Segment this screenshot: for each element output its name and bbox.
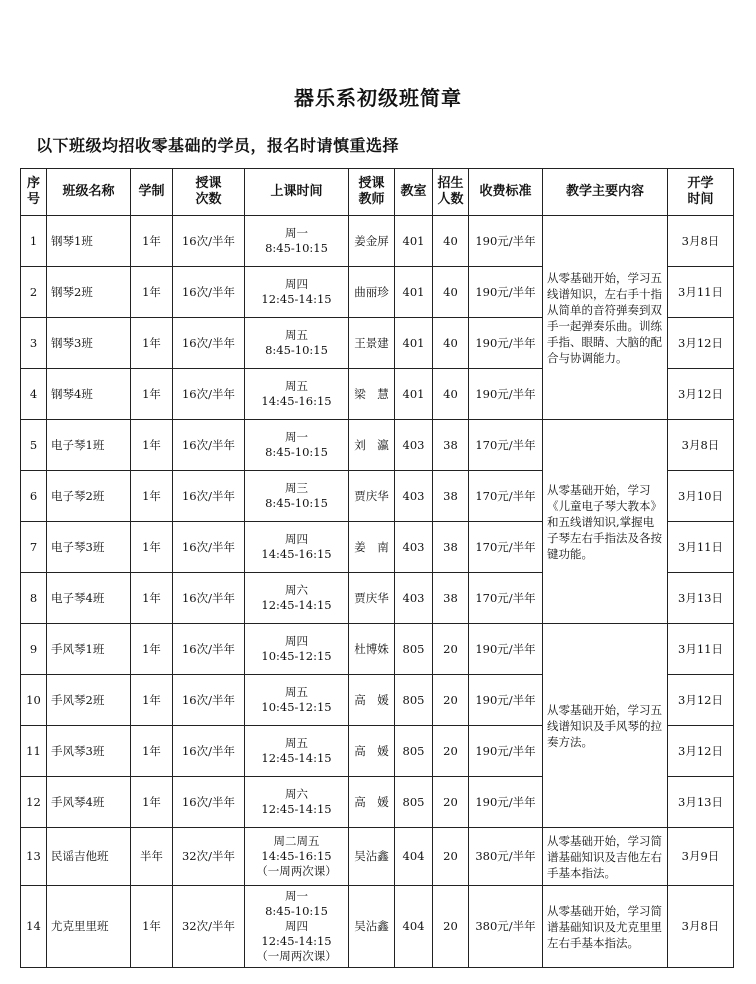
cell-fee: 190元/半年 [469,726,543,777]
cell-content-accordion: 从零基础开始，学习五线谱知识及手风琴的拉奏方法。 [543,624,668,828]
cell-time: 周一 8:45-10:15 [245,216,349,267]
cell-teacher: 高 媛 [349,675,395,726]
cell-teacher: 贾庆华 [349,471,395,522]
cell-capacity: 40 [433,318,469,369]
cell-lessons: 16次/半年 [173,318,245,369]
cell-room: 404 [395,828,433,886]
cell-time: 周五 8:45-10:15 [245,318,349,369]
cell-time: 周五 12:45-14:15 [245,726,349,777]
cell-lessons: 32次/半年 [173,828,245,886]
cell-fee: 190元/半年 [469,675,543,726]
cell-duration: 1年 [131,522,173,573]
cell-lessons: 16次/半年 [173,573,245,624]
cell-room: 403 [395,573,433,624]
cell-name: 钢琴4班 [47,369,131,420]
cell-seq: 5 [21,420,47,471]
cell-name: 电子琴2班 [47,471,131,522]
cell-duration: 1年 [131,318,173,369]
cell-lessons: 16次/半年 [173,216,245,267]
cell-fee: 170元/半年 [469,471,543,522]
cell-start: 3月11日 [668,624,734,675]
cell-duration: 1年 [131,267,173,318]
cell-seq: 2 [21,267,47,318]
cell-capacity: 20 [433,886,469,968]
cell-seq: 13 [21,828,47,886]
cell-lessons: 16次/半年 [173,471,245,522]
cell-teacher: 高 媛 [349,726,395,777]
cell-duration: 1年 [131,624,173,675]
cell-capacity: 38 [433,471,469,522]
table-row [21,828,734,886]
cell-start: 3月8日 [668,886,734,968]
cell-seq: 9 [21,624,47,675]
cell-name: 电子琴3班 [47,522,131,573]
header-lessons: 授课 次数 [173,169,245,216]
cell-content-keyboard: 从零基础开始，学习《儿童电子琴大教本》和五线谱知识,掌握电子琴左右手指法及各按键功能。 [543,420,668,624]
cell-name: 电子琴1班 [47,420,131,471]
cell-capacity: 40 [433,216,469,267]
header-room: 教室 [395,169,433,216]
cell-room: 805 [395,777,433,828]
cell-teacher: 梁 慧 [349,369,395,420]
header-teacher: 授课 教师 [349,169,395,216]
cell-time: 周五 14:45-16:15 [245,369,349,420]
cell-fee: 190元/半年 [469,216,543,267]
cell-time: 周四 12:45-14:15 [245,267,349,318]
cell-teacher: 王景建 [349,318,395,369]
header-content: 教学主要内容 [543,169,668,216]
cell-time: 周一 8:45-10:15 周四 12:45-14:15 （一周两次课） [245,886,349,968]
cell-room: 805 [395,726,433,777]
cell-teacher: 杜博姝 [349,624,395,675]
cell-content-guitar: 从零基础开始，学习简谱基础知识及吉他左右手基本指法。 [543,828,668,886]
cell-teacher: 吴沾鑫 [349,886,395,968]
cell-lessons: 16次/半年 [173,675,245,726]
cell-duration: 1年 [131,675,173,726]
table-row [21,624,734,675]
cell-seq: 11 [21,726,47,777]
cell-capacity: 38 [433,522,469,573]
cell-seq: 14 [21,886,47,968]
cell-capacity: 20 [433,624,469,675]
cell-content-ukulele: 从零基础开始，学习简谱基础知识及尤克里里左右手基本指法。 [543,886,668,968]
cell-time: 周三 8:45-10:15 [245,471,349,522]
cell-fee: 170元/半年 [469,420,543,471]
header-time: 上课时间 [245,169,349,216]
cell-seq: 10 [21,675,47,726]
cell-start: 3月12日 [668,726,734,777]
cell-name: 尤克里里班 [47,886,131,968]
header-seq: 序 号 [21,169,47,216]
cell-lessons: 16次/半年 [173,267,245,318]
cell-time: 周五 10:45-12:15 [245,675,349,726]
cell-lessons: 16次/半年 [173,726,245,777]
cell-fee: 190元/半年 [469,318,543,369]
cell-seq: 4 [21,369,47,420]
cell-name: 民谣吉他班 [47,828,131,886]
cell-lessons: 16次/半年 [173,369,245,420]
cell-room: 401 [395,369,433,420]
cell-room: 805 [395,675,433,726]
cell-room: 401 [395,318,433,369]
cell-time: 周六 12:45-14:15 [245,777,349,828]
cell-teacher: 刘 瀛 [349,420,395,471]
cell-teacher: 曲丽珍 [349,267,395,318]
header-start: 开学 时间 [668,169,734,216]
cell-name: 钢琴1班 [47,216,131,267]
cell-start: 3月11日 [668,267,734,318]
cell-duration: 1年 [131,777,173,828]
cell-start: 3月8日 [668,420,734,471]
cell-room: 805 [395,624,433,675]
cell-duration: 1年 [131,886,173,968]
cell-content-piano: 从零基础开始，学习五线谱知识，左右手十指从简单的音符弹奏到双手一起弹奏乐曲。训练手指、眼睛、大脑的配合与协调能力。 [543,216,668,420]
table-row [21,420,734,471]
cell-name: 手风琴2班 [47,675,131,726]
cell-room: 403 [395,522,433,573]
cell-fee: 190元/半年 [469,777,543,828]
cell-room: 401 [395,267,433,318]
cell-duration: 1年 [131,420,173,471]
cell-seq: 3 [21,318,47,369]
cell-fee: 190元/半年 [469,267,543,318]
cell-teacher: 高 媛 [349,777,395,828]
cell-capacity: 20 [433,828,469,886]
cell-name: 钢琴2班 [47,267,131,318]
cell-lessons: 32次/半年 [173,886,245,968]
header-duration: 学制 [131,169,173,216]
cell-time: 周一 8:45-10:15 [245,420,349,471]
cell-teacher: 贾庆华 [349,573,395,624]
cell-fee: 190元/半年 [469,624,543,675]
cell-seq: 1 [21,216,47,267]
cell-start: 3月13日 [668,573,734,624]
header-fee: 收费标准 [469,169,543,216]
cell-start: 3月9日 [668,828,734,886]
cell-start: 3月12日 [668,675,734,726]
cell-name: 电子琴4班 [47,573,131,624]
cell-time: 周六 12:45-14:15 [245,573,349,624]
cell-start: 3月12日 [668,318,734,369]
cell-name: 手风琴3班 [47,726,131,777]
page-title: 器乐系初级班简章 [294,86,462,110]
cell-capacity: 38 [433,420,469,471]
cell-duration: 1年 [131,216,173,267]
cell-time: 周四 10:45-12:15 [245,624,349,675]
cell-capacity: 38 [433,573,469,624]
cell-start: 3月11日 [668,522,734,573]
cell-time: 周二周五 14:45-16:15 （一周两次课） [245,828,349,886]
cell-name: 钢琴3班 [47,318,131,369]
cell-lessons: 16次/半年 [173,420,245,471]
page-subtitle: 以下班级均招收零基础的学员，报名时请慎重选择 [36,136,400,155]
cell-seq: 8 [21,573,47,624]
cell-duration: 1年 [131,369,173,420]
table-header-row [21,169,734,216]
cell-name: 手风琴4班 [47,777,131,828]
cell-teacher: 姜 南 [349,522,395,573]
cell-capacity: 20 [433,726,469,777]
cell-duration: 1年 [131,726,173,777]
cell-capacity: 40 [433,369,469,420]
cell-capacity: 40 [433,267,469,318]
cell-duration: 半年 [131,828,173,886]
cell-room: 401 [395,216,433,267]
class-schedule-table [20,168,734,968]
cell-room: 403 [395,471,433,522]
cell-duration: 1年 [131,573,173,624]
cell-fee: 170元/半年 [469,522,543,573]
cell-capacity: 20 [433,777,469,828]
cell-teacher: 姜金屏 [349,216,395,267]
cell-room: 404 [395,886,433,968]
cell-seq: 12 [21,777,47,828]
cell-fee: 190元/半年 [469,369,543,420]
cell-name: 手风琴1班 [47,624,131,675]
cell-fee: 380元/半年 [469,886,543,968]
cell-teacher: 吴沾鑫 [349,828,395,886]
cell-seq: 6 [21,471,47,522]
cell-start: 3月10日 [668,471,734,522]
cell-lessons: 16次/半年 [173,522,245,573]
table-row [21,886,734,968]
header-capacity: 招生 人数 [433,169,469,216]
cell-room: 403 [395,420,433,471]
cell-fee: 380元/半年 [469,828,543,886]
table-row [21,216,734,267]
cell-lessons: 16次/半年 [173,777,245,828]
cell-start: 3月13日 [668,777,734,828]
cell-lessons: 16次/半年 [173,624,245,675]
cell-capacity: 20 [433,675,469,726]
header-name: 班级名称 [47,169,131,216]
cell-time: 周四 14:45-16:15 [245,522,349,573]
cell-fee: 170元/半年 [469,573,543,624]
cell-duration: 1年 [131,471,173,522]
cell-start: 3月12日 [668,369,734,420]
cell-seq: 7 [21,522,47,573]
cell-start: 3月8日 [668,216,734,267]
